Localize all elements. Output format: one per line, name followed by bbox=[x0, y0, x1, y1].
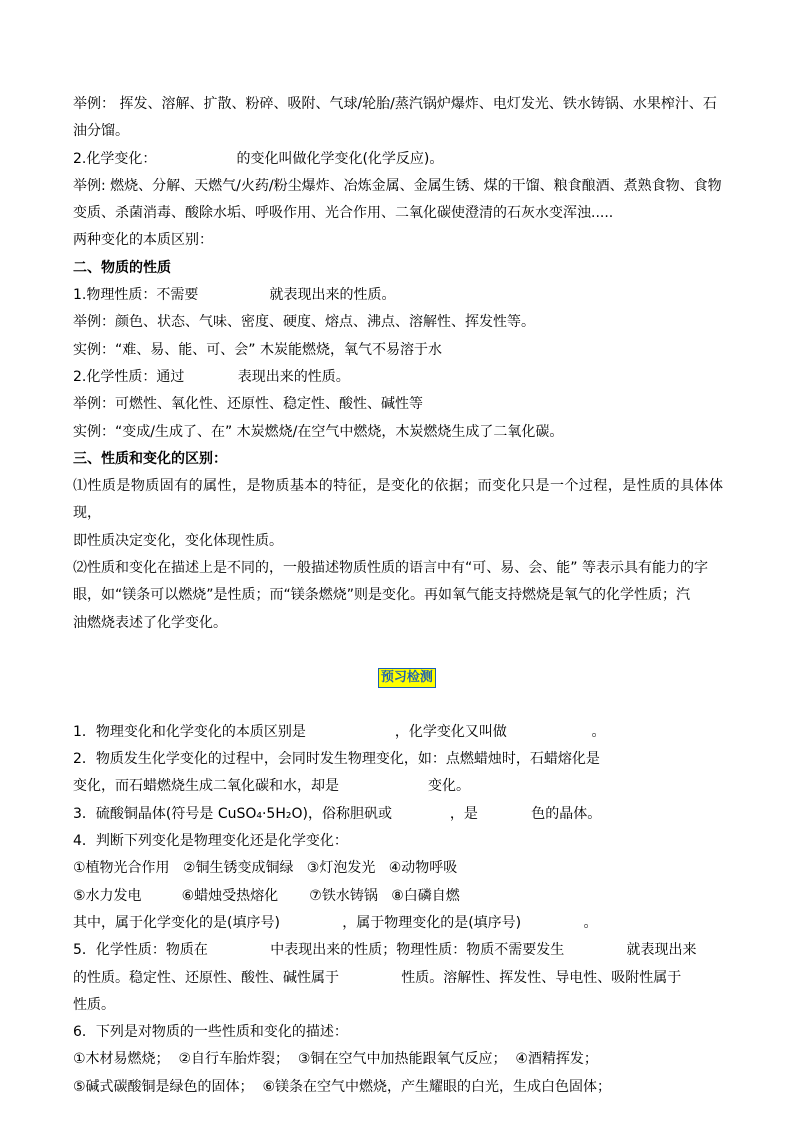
question-line: 1．物理变化和化学变化的本质区别是 ，化学变化又叫做 。 bbox=[73, 723, 606, 740]
section-badge-row bbox=[73, 637, 723, 719]
text-line: 即性质决定变化，变化体现性质。 bbox=[73, 532, 283, 549]
text-line: 举例: 燃烧、分解、天燃气/火药/粉尘爆炸、冶炼金属、金属生锈、煤的干馏、粮食酿酒、煮熟食物、食物 bbox=[73, 177, 722, 194]
section-heading: 三、性质和变化的区别： bbox=[73, 450, 227, 467]
question-line: 的性质。稳定性、还原性、酸性、碱性属于 性质。溶解性、挥发性、导电性、吸附性属于 bbox=[73, 969, 682, 986]
question-line: ⑤碱式碳酸铜是绿色的固体； ⑥镁条在空气中燃烧，产生耀眼的白光，生成白色固体； bbox=[73, 1078, 611, 1095]
question-line: 5．化学性质：物质在 中表现出来的性质；物理性质：物质不需要发生 就表现出来 bbox=[73, 942, 697, 959]
text-line: 举例： 挥发、溶解、扩散、粉碎、吸附、气球/轮胎/蒸汽锅炉爆炸、电灯发光、铁水铸锅、水果榨汁、石 bbox=[73, 96, 717, 112]
text-line: ⑴性质是物质固有的属性，是物质基本的特征，是变化的依据；而变化只是一个过程，是性质的具体体现， bbox=[73, 478, 723, 522]
text-line: 两种变化的本质区别： bbox=[73, 232, 213, 249]
text-line: 实例：“变成/生成了、在” 木炭燃烧/在空气中燃烧，木炭燃烧生成了二氧化碳。 bbox=[73, 423, 564, 440]
text-line: 1.物理性质：不需要 就表现出来的性质。 bbox=[73, 287, 396, 304]
text-line: ⑵性质和变化在描述上是不同的，一般描述物质性质的语言中有“可、易、会、能” 等表示具有能力的字 bbox=[73, 560, 708, 577]
section-badge: 预习检测 bbox=[378, 668, 436, 688]
text-line: 变质、杀菌消毒、酸除水垢、呼吸作用、光合作用、二氧化碳使澄清的石灰水变浑浊..... bbox=[73, 205, 614, 222]
question-line: 2．物质发生化学变化的过程中，会同时发生物理变化，如：点燃蜡烛时，石蜡熔化是 bbox=[73, 751, 600, 768]
text-line: 油燃烧表述了化学变化。 bbox=[73, 614, 227, 631]
question-line: 3．硫酸铜晶体(符号是 CuSO₄·5H₂O)，俗称胆矾或 ，是 色的晶体。 bbox=[73, 805, 602, 822]
question-line: 其中，属于化学变化的是(填序号) ，属于物理变化的是(填序号) 。 bbox=[73, 914, 598, 931]
text-line: 举例：可燃性、氧化性、还原性、稳定性、酸性、碱性等 bbox=[73, 396, 423, 413]
question-line: ⑤水力发电 ⑥蜡烛受热熔化 ⑦铁水铸锅 ⑧白磷自燃 bbox=[73, 887, 460, 904]
question-line: 6．下列是对物质的一些性质和变化的描述： bbox=[73, 1024, 348, 1041]
question-line: 变化，而石蜡燃烧生成二氧化碳和水，却是 变化。 bbox=[73, 778, 471, 795]
question-line: ①植物光合作用 ②铜生锈变成铜绿 ③灯泡发光 ④动物呼吸 bbox=[73, 860, 458, 877]
document-page bbox=[73, 91, 723, 1101]
text-line: 眼，如“镁条可以燃烧”是性质；而“镁条燃烧”则是变化。再如氧气能支持燃烧是氧气的化学性质；汽 bbox=[73, 587, 691, 604]
question-line: 性质。 bbox=[73, 996, 115, 1013]
question-line: 4．判断下列变化是物理变化还是化学变化： bbox=[73, 833, 348, 850]
text-line: 油分馏。 bbox=[73, 123, 129, 140]
question-line: ①木材易燃烧； ②自行车胎炸裂； ③铜在空气中加热能跟氧气反应； ④酒精挥发； bbox=[73, 1051, 598, 1068]
text-line: 举例：颜色、状态、气味、密度、硬度、熔点、沸点、溶解性、挥发性等。 bbox=[73, 314, 535, 331]
text-line: 实例：“难、易、能、可、会” 木炭能燃烧，氧气不易溶于水 bbox=[73, 341, 442, 358]
text-line: 2.化学性质：通过 表现出来的性质。 bbox=[73, 368, 350, 385]
text-line: 2.化学变化： 的变化叫做化学变化(化学反应)。 bbox=[73, 150, 444, 167]
section-heading: 二、物质的性质 bbox=[73, 259, 171, 276]
